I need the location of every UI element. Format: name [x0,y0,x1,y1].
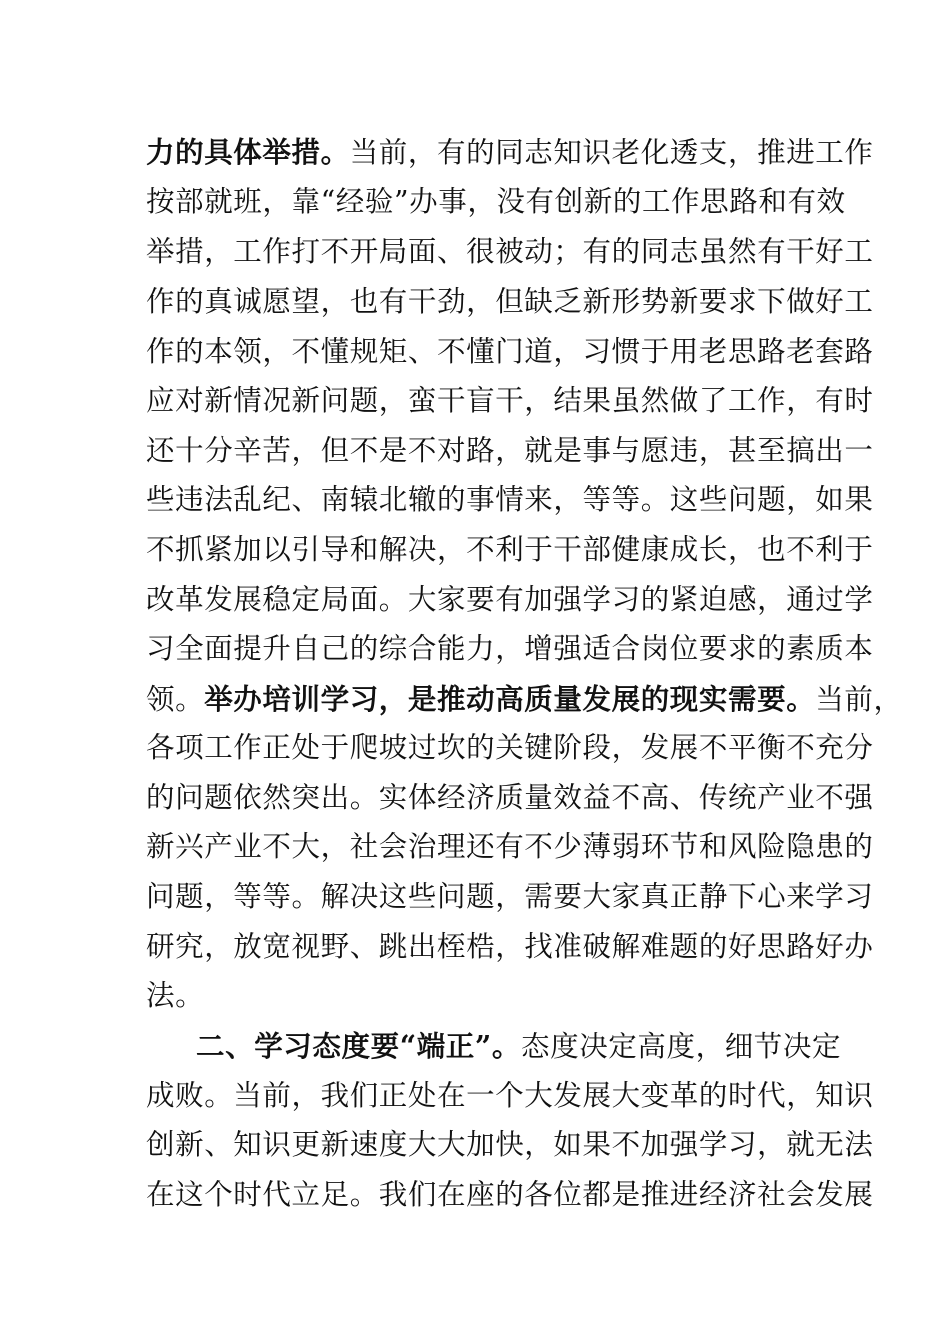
text-line [146,227,874,277]
text-segment: 按部就班，靠“经验”办事，没有创新的工作思路和有效 [146,185,846,218]
text-segment: 的问题依然突出。实体经济质量效益不高、传统产业不强 [146,781,874,814]
text-segment: 态度决定高度，细节决定 [521,1030,842,1063]
text-segment: 习全面提升自己的综合能力，增强适合岗位要求的素质本 [146,632,874,665]
text-line [146,773,874,823]
text-line [196,1021,876,1071]
text-segment: 研究，放宽视野、跳出桎梏，找准破解难题的好思路好办 [146,930,874,963]
text-line [146,674,903,724]
text-segment: 些违法乱纪、南辕北辙的事情来，等等。这些问题，如果 [146,483,874,516]
text-segment: 应对新情况新问题，蛮干盲干，结果虽然做了工作，有时 [146,384,874,417]
text-segment: 还十分辛苦，但不是不对路，就是事与愿违，甚至搞出一 [146,434,874,467]
text-line [146,1120,874,1170]
text-segment: 作的真诚愿望，也有干劲，但缺乏新形势新要求下做好工 [146,285,874,318]
text-line [146,872,874,922]
text-segment: 成败。当前，我们正处在一个大发展大变革的时代，知识 [146,1079,874,1112]
text-segment: 举措，工作打不开局面、很被动；有的同志虽然有干好工 [146,235,874,268]
text-segment: 新兴产业不大，社会治理还有不少薄弱环节和风险隐患的 [146,830,874,863]
text-line [146,1071,874,1121]
text-line [146,575,874,625]
text-segment: 当前，有的同志知识老化透支，推进工作 [349,136,874,169]
text-segment: 创新、知识更新速度大大加快，如果不加强学习，就无法 [146,1128,874,1161]
text-line [146,475,874,525]
text-segment: 各项工作正处于爬坡过坎的关键阶段，发展不平衡不充分 [146,731,874,764]
text-line [146,376,874,426]
text-line [146,971,826,1021]
text-segment: 问题，等等。解决这些问题，需要大家真正静下心来学习 [146,880,874,913]
text-line [146,426,874,476]
text-line [146,127,874,177]
text-segment: 在这个时代立足。我们在座的各位都是推进经济社会发展 [146,1178,874,1211]
text-line [146,624,874,674]
text-segment: 领。 [146,683,205,716]
text-segment: 法。 [146,979,205,1012]
bold-heading: 举办培训学习，是推动高质量发展的现实需要。 [204,682,816,716]
text-line [146,822,874,872]
text-segment: 当前， [815,683,903,716]
bold-heading: 力的具体举措。 [146,135,350,169]
text-segment: 不抓紧加以引导和解决，不利于干部健康成长，也不利于 [146,533,874,566]
text-line [146,525,874,575]
text-segment: 作的本领，不懂规矩、不懂门道，习惯于用老思路老套路 [146,335,874,368]
text-segment: 改革发展稳定局面。大家要有加强学习的紧迫感，通过学 [146,583,874,616]
text-line [146,1170,874,1220]
text-line [146,723,874,773]
text-line [146,327,874,377]
text-line [146,177,846,227]
section-heading: 二、学习态度要“端正”。 [196,1029,521,1063]
text-line [146,922,874,972]
text-line [146,277,874,327]
